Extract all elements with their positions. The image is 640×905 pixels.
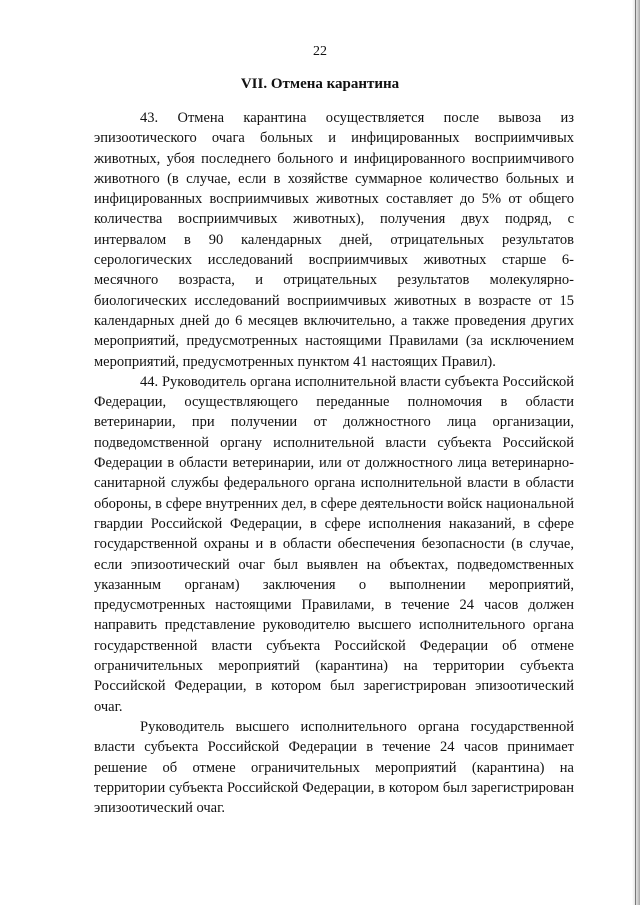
section-title: VII. Отмена карантина <box>240 76 400 92</box>
page-edge-line <box>635 0 636 905</box>
paragraph-44-continuation: Руководитель высшего исполнительного органа государственной власти субъекта Российской Федерации в течение 24 часов принимает решение об отмене ограничительных мероприятий (карантина) на территории субъекта Российской Федерации, в котором был зарегистрирован эпизоотический очаг. <box>94 718 574 817</box>
paragraph-44: 44. Руководитель органа исполнительной власти субъекта Российской Федерации, осуществляющего переданные полномочия в области ветеринарии, при получении от должностного лица организации, подведомственной органу исполнительной власти субъекта Российской Федерации в области ветеринарии, или от должностного лица ветеринарно-санитарной службы федерального органа исполнительной власти в области обороны, в сфере внутренних дел, в сфере деятельности войск национальной гвардии Российской Федерации, в сфере исполнения наказаний, в сфере государственной охраны и в области обеспечения безопасности (в случае, если эпизоотический очаг был выявлен на объектах, подведомственных указанным органам) заключения о выполнении мероприятий, предусмотренных настоящими Правилами, в течение 24 часов должен направить представление руководителю высшего исполнительного органа государственной власти субъекта Российской Федерации об отмене ограничительных мероприятий (карантина) на территории субъекта Российской Федерации, в котором был зарегистрирован эпизоотический очаг. <box>94 373 574 715</box>
page-number: 22 <box>313 44 327 59</box>
paragraph-43: 43. Отмена карантина осуществляется после вывоза из эпизоотического очага больных и инфицированных восприимчивых животных, убоя последнего больного и инфицированного восприимчивого животного (в случае, если в хозяйстве суммарное количество больных и инфицированных восприимчивых животных составляет до 5% от общего количества восприимчивых животных), получения двух подряд, с интервалом в 90 календарных дней, отрицательных результатов серологических исследований восприимчивых животных старше 6-месячного возраста, и отрицательных результатов молекулярно-биологических исследований восприимчивых животных в возрасте от 15 календарных дней до 6 месяцев включительно, а также проведения других мероприятий, предусмотренных настоящими Правилами (за исключением мероприятий, предусмотренных пунктом 41 настоящих Правил). <box>94 110 574 370</box>
document-body <box>94 108 574 818</box>
page-edge-shadow <box>632 0 640 905</box>
